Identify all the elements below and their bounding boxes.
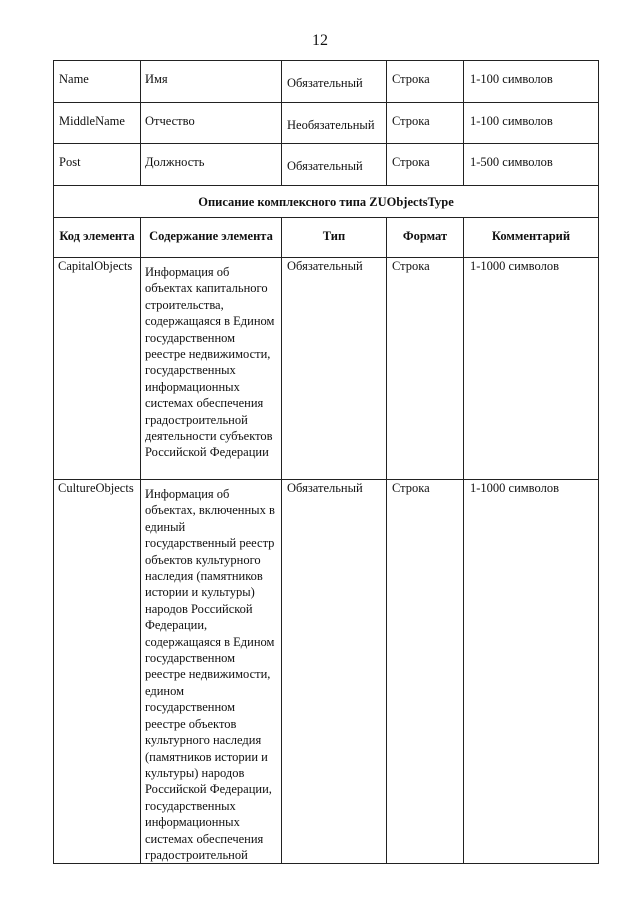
element-format: Строка	[387, 480, 464, 864]
section-title: Описание комплексного типа ZUObjectsType	[54, 186, 599, 218]
header-content: Содержание элемента	[141, 218, 282, 258]
element-comment: 1-1000 символов	[464, 258, 599, 480]
table-row	[54, 61, 599, 103]
element-code: Post	[54, 144, 141, 186]
table-row	[54, 258, 599, 480]
element-comment: 1-100 символов	[464, 103, 599, 144]
element-type: Обязательный	[282, 480, 387, 864]
element-type: Необязательный	[282, 103, 387, 144]
elements-table	[53, 60, 599, 864]
element-format: Строка	[387, 144, 464, 186]
table-row	[54, 103, 599, 144]
header-comment: Комментарий	[464, 218, 599, 258]
element-content: Имя	[141, 61, 282, 103]
element-type: Обязательный	[282, 144, 387, 186]
element-comment: 1-100 символов	[464, 61, 599, 103]
element-content: Информация об объектах капитального строительства, содержащаяся в Едином государственном реестре недвижимости, государственных информационных системах обеспечения градостроительной деятельности субъектов Российской Федерации	[141, 258, 282, 480]
header-format: Формат	[387, 218, 464, 258]
element-format: Строка	[387, 258, 464, 480]
page-number: 12	[312, 32, 328, 49]
element-code: MiddleName	[54, 103, 141, 144]
element-code: CapitalObjects	[54, 258, 141, 480]
header-type: Тип	[282, 218, 387, 258]
header-code: Код элемента	[54, 218, 141, 258]
element-code: CultureObjects	[54, 480, 141, 864]
element-type: Обязательный	[282, 61, 387, 103]
element-content: Должность	[141, 144, 282, 186]
element-format: Строка	[387, 103, 464, 144]
element-format: Строка	[387, 61, 464, 103]
element-type: Обязательный	[282, 258, 387, 480]
table-row	[54, 144, 599, 186]
section-title-row	[54, 186, 599, 218]
table-row	[54, 480, 599, 864]
element-code: Name	[54, 61, 141, 103]
element-comment: 1-1000 символов	[464, 480, 599, 864]
element-content: Отчество	[141, 103, 282, 144]
element-comment: 1-500 символов	[464, 144, 599, 186]
header-row	[54, 218, 599, 258]
element-content: Информация об объектах, включенных в единый государственный реестр объектов культурного наследия (памятников истории и культуры) народов Российской Федерации, содержащаяся в Едином государственном реестре недвижимости, едином государственном реестре объектов культурного наследия (памятников истории и культуры) народов Российской Федерации, государственных информационных системах обеспечения градостроительной	[141, 480, 282, 864]
